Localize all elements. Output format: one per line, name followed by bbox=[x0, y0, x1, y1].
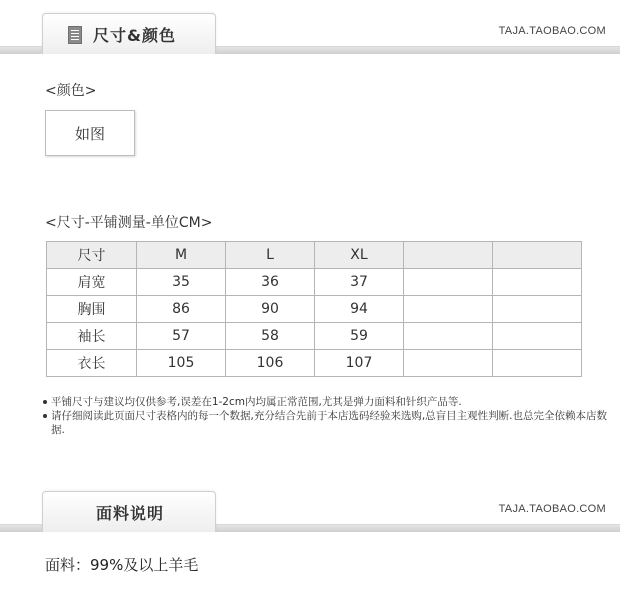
table-header-cell: 尺寸 bbox=[47, 242, 137, 269]
table-header-row bbox=[47, 242, 582, 269]
section-tab bbox=[42, 13, 216, 54]
section-header-size-color bbox=[0, 13, 620, 53]
table-cell: 35 bbox=[137, 269, 226, 296]
table-cell: 105 bbox=[137, 350, 226, 377]
table-cell bbox=[404, 323, 493, 350]
size-label: <尺寸-平铺测量-单位CM> bbox=[45, 215, 213, 231]
document-icon bbox=[68, 26, 82, 44]
note-item: 请仔细阅读此页面尺寸表格内的每一个数据,充分结合先前于本店选码经验来选购,总盲目主观性判断.也总完全依赖本店数据. bbox=[42, 409, 612, 437]
section-title: 尺寸&颜色 bbox=[93, 26, 176, 45]
table-header-cell: L bbox=[226, 242, 315, 269]
table-header-cell: M bbox=[137, 242, 226, 269]
table-cell: 107 bbox=[315, 350, 404, 377]
table-cell bbox=[493, 323, 582, 350]
table-cell: 36 bbox=[226, 269, 315, 296]
table-cell: 胸围 bbox=[47, 296, 137, 323]
table-cell: 57 bbox=[137, 323, 226, 350]
table-cell: 90 bbox=[226, 296, 315, 323]
table-cell: 袖长 bbox=[47, 323, 137, 350]
table-cell: 肩宽 bbox=[47, 269, 137, 296]
table-cell bbox=[404, 296, 493, 323]
table-header-cell: XL bbox=[315, 242, 404, 269]
table-cell: 衣长 bbox=[47, 350, 137, 377]
table-header-cell bbox=[493, 242, 582, 269]
table-cell bbox=[493, 350, 582, 377]
site-url[interactable]: TAJA.TAOBAO.COM bbox=[498, 25, 606, 37]
table-header-cell bbox=[404, 242, 493, 269]
table-row bbox=[47, 296, 582, 323]
color-swatch: 如图 bbox=[45, 110, 135, 156]
table-cell bbox=[404, 350, 493, 377]
color-label: <颜色> bbox=[45, 83, 97, 99]
table-cell bbox=[404, 269, 493, 296]
table-cell: 37 bbox=[315, 269, 404, 296]
table-cell bbox=[493, 269, 582, 296]
note-item: 平铺尺寸与建议均仅供参考,误差在1-2cm内均属正常范围,尤其是弹力面料和针织产品等. bbox=[42, 395, 612, 409]
table-cell: 86 bbox=[137, 296, 226, 323]
table-cell: 106 bbox=[226, 350, 315, 377]
section-header-fabric bbox=[0, 491, 620, 531]
table-row bbox=[47, 323, 582, 350]
table-row bbox=[47, 350, 582, 377]
table-cell: 94 bbox=[315, 296, 404, 323]
size-table bbox=[46, 241, 582, 377]
section-title: 面料说明 bbox=[96, 504, 165, 523]
section-tab bbox=[42, 491, 216, 532]
table-cell: 59 bbox=[315, 323, 404, 350]
table-cell bbox=[493, 296, 582, 323]
table-cell: 58 bbox=[226, 323, 315, 350]
size-notes bbox=[42, 395, 612, 437]
table-row bbox=[47, 269, 582, 296]
fabric-text: 面料：99%及以上羊毛 bbox=[45, 556, 199, 574]
site-url[interactable]: TAJA.TAOBAO.COM bbox=[498, 503, 606, 515]
